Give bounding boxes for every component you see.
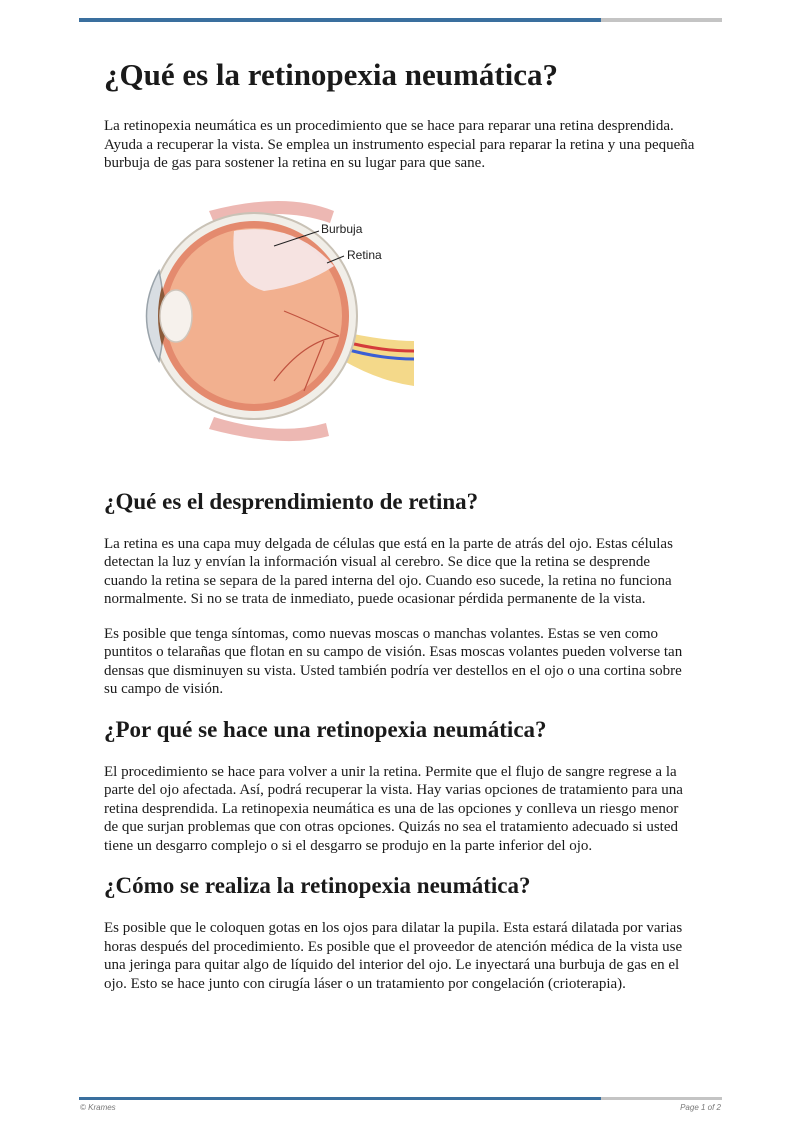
page-title: ¿Qué es la retinopexia neumática?	[104, 57, 559, 92]
footer-rule	[79, 1097, 722, 1100]
footer-rule-blue	[79, 1097, 601, 1100]
section-heading-desprendimiento: ¿Qué es el desprendimiento de retina?	[104, 488, 479, 514]
lower-muscle	[209, 417, 329, 441]
header-rule	[79, 18, 722, 22]
section-heading-como: ¿Cómo se realiza la retinopexia neumática?	[104, 873, 531, 898]
header-rule-grey	[601, 18, 722, 22]
footer-rule-grey	[601, 1097, 722, 1100]
document-body	[104, 55, 696, 1009]
retina-label: Retina	[347, 247, 382, 262]
page-number: Page 1 of 2	[680, 1103, 721, 1112]
section-paragraph: Es posible que tenga síntomas, como nuevas moscas o manchas volantes. Estas se ven como puntitos o telarañas que flotan en su campo de visión. Esas moscas volantes pueden volverse tan densas que disminuyen su vista. Usted también podría ver destellos en el ojo o una cortina sobre su campo de visión.	[104, 625, 683, 697]
header-rule-blue	[79, 18, 601, 22]
intro-paragraph: La retinopexia neumática es un procedimiento que se hace para reparar una retina desprendida. Ayuda a recuperar la vista. Se emplea un instrumento especial para reparar la retina y una pequeña burbuja de gas para sostener la retina en su lugar para que sane.	[104, 118, 695, 171]
copyright-text: © Krames	[80, 1103, 116, 1112]
section-paragraph: El procedimiento se hace para volver a unir la retina. Permite que el flujo de sangre regrese a la parte del ojo afectada. Así, podrá recuperar la vista. Hay varias opciones de tratamiento para una retina desprendida. La retinopexia neumática es una de las opciones y conlleva un riesgo menor de que surjan problemas que con otras opciones. Quizás no sea el tratamiento adecuado si usted tiene un desgarro complejo o si el desgarro se produjo en la parte inferior del ojo.	[104, 763, 683, 854]
eye-illustration	[114, 191, 434, 451]
section-paragraph: Es posible que le coloquen gotas en los ojos para dilatar la pupila. Esta estará dilatada por varias horas después del procedimiento. Es posible que el proveedor de atención médica de la vista use una jeringa para quitar algo de líquido del interior del ojo. Le inyectará una burbuja de gas en el ojo. Esto se hace junto con cirugía láser o un tratamiento por congelación (crioterapia).	[104, 920, 683, 992]
lens	[160, 290, 192, 342]
bubble-label: Burbuja	[321, 221, 363, 236]
section-paragraph: La retina es una capa muy delgada de células que está en la parte de atrás del ojo. Estas células detectan la luz y envían la información visual al cerebro. Se dice que la retina se desprende cuando la retina se separa de la pared interna del ojo. Cuando eso sucede, la retina no funciona normalmente. Si no se trata de inmediato, puede ocasionar pérdida permanente de la vista.	[104, 535, 673, 607]
eye-diagram	[114, 191, 434, 451]
section-heading-por-que: ¿Por qué se hace una retinopexia neumática?	[104, 716, 547, 742]
